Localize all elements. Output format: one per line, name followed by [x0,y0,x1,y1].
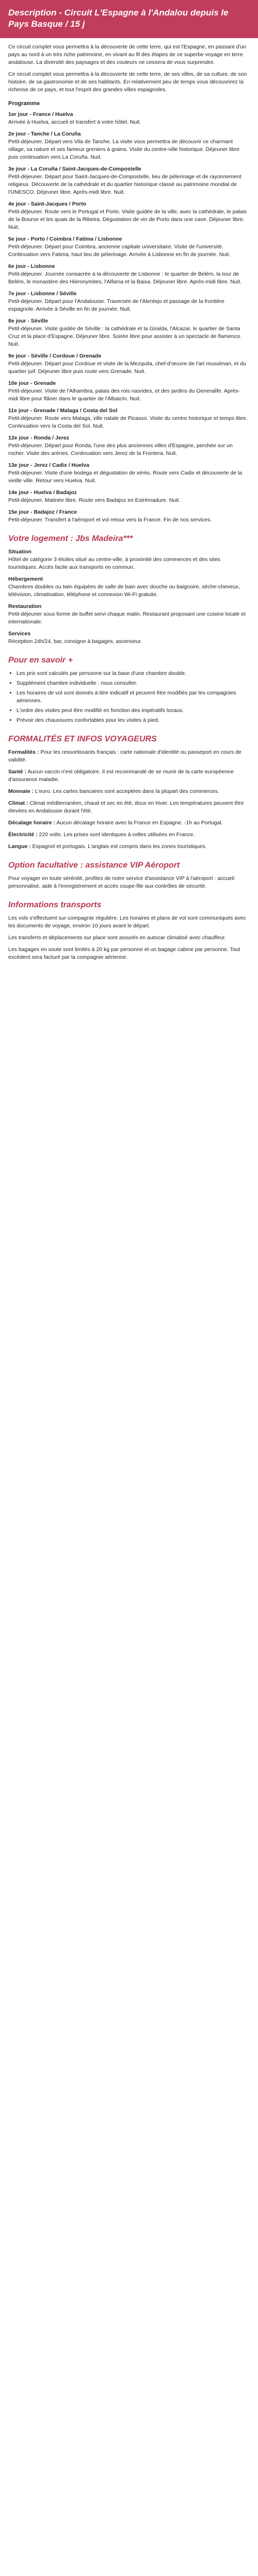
list-item: • Les prix sont calculés par personne sur la base d'une chambre double. [17,670,250,677]
day-text: Petit-déjeuner. Journée consacrée à la découverte de Lisbonne : le quartier de Belém, la tour de Belém, le monastère des Hiéronymites, l'Alfama et la Baixa. Déjeuner libre. Après-midi libre. Nuit. [8,271,241,285]
day-text: Petit-déjeuner. Route vers Malaga, ville natale de Picasso. Visite du centre historique et temps libre. Continuation vers la Costa del Sol. Nuit. [8,415,248,429]
day-title: 11e jour - Grenade / Malaga / Costa del Sol [8,408,118,414]
day-text: Petit-déjeuner. Départ pour l'Andalousie. Traversée de l'Alentejo et passage de la frontière espagnole. Arrivée à Séville en fin de journée. Nuit. [8,298,225,312]
formality-text: Espagnol et portugais. L'anglais est compris dans les zones touristiques. [32,843,207,850]
day-title: 8e jour - Séville [8,318,49,324]
day-title: 10e jour - Grenade [8,380,56,386]
hotel-subtitle: Restauration [8,603,42,609]
formality-item [8,749,250,764]
option-text: Pour voyager en toute sérénité, profitez de notre service d'assistance VIP à l'aéroport : accueil personnalisé, aide à l'enregistrement et accès coupe-file aux contrôles de sécurité. [8,875,235,889]
hotel-text: Réception 24h/24, bar, consigne à bagages, ascenseur. [8,638,142,645]
list-item: • Prévoir des chaussures confortables pour les visites à pied. [17,717,250,724]
formality-item [8,788,250,795]
formality-label: Langue : [8,843,31,850]
day-text: Petit-déjeuner. Matinée libre. Route vers Badajoz en Estrémadure. Nuit. [8,497,181,503]
formality-label: Électricité : [8,832,38,838]
formality-item [8,768,250,784]
day-text: Petit-déjeuner. Départ pour Cordoue et visite de la Mezquita, chef-d'œuvre de l'art musulman, et du quartier juif. Déjeuner libre puis route vers Grenade. Nuit. [8,361,246,375]
formality-text: Climat méditerranéen, chaud et sec en été, doux en hiver. Les températures peuvent être élevées en Andalousie durant l'été. [8,800,244,814]
day-title: 12e jour - Ronda / Jerez [8,435,69,441]
formalities-heading: FORMALITÉS ET INFOS VOYAGEURS [8,735,157,743]
formality-item [8,831,250,839]
day-block [8,509,250,524]
day-text: Petit-déjeuner. Départ pour Coimbra, ancienne capitale universitaire. Visite de l'université. Continuation vers Fatima, haut lieu de pèlerinage. Arrivée à Lisbonne en fin de journée. Nuit. [8,244,231,258]
hotel-section [8,548,250,646]
day-block [8,235,250,259]
day-text: Arrivée à Huelva, accueil et transfert à votre hôtel. Nuit. [8,119,141,125]
formality-label: Décalage horaire : [8,820,56,826]
formality-text: Aucun décalage horaire avec la France en Espagne. -1h au Portugal. [56,820,223,826]
formality-label: Formalités : [8,749,39,755]
formality-label: Santé : [8,769,27,775]
formality-text: Pour les ressortissants français : carte nationale d'identité ou passeport en cours de validité. [8,749,241,763]
hotel-subtitle: Hébergement [8,576,43,582]
day-text: Petit-déjeuner. Départ vers Vila de Tanche. La visite vous permettra de découvrir ce charmant village, sa nature et ses fameux greniers à grains. Visite du centre-ville historique. Déjeuner libre puis continuation vers La Coruña. Nuit. [8,139,240,160]
list-item: • L'ordre des visites peut être modifié en fonction des impératifs locaux. [17,707,250,715]
day-block [8,434,250,457]
day-text: Petit-déjeuner. Visite de l'Alhambra, palais des rois nasrides, et des jardins du Generalife. Après-midi libre pour flâner dans le quartier de l'Albaicín. Nuit. [8,388,240,402]
day-block [8,290,250,313]
hero-banner [0,0,258,38]
day-title: 14e jour - Huelva / Badajoz [8,489,77,496]
hotel-text: Petit-déjeuner sous forme de buffet servi chaque matin. Restaurant proposant une cuisine locale et internationale. [8,611,246,625]
day-text: Petit-déjeuner. Départ pour Saint-Jacques-de-Compostelle, lieu de pèlerinage et de rayonnement religieux. Découverte de la cathédrale et du quartier historique classé au patrimoine mondial de l'UNESCO. Déjeuner libre. Après-midi libre. Nuit. [8,174,241,195]
transport-paragraph: Les transferts et déplacements sur place sont assurés en autocar climatisé avec chauffeur. [8,935,226,941]
day-block [8,130,250,161]
day-text: Petit-déjeuner. Départ pour Ronda, l'une des plus anciennes villes d'Espagne, perchée sur un rocher. Visite des arènes. Continuation vers Jerez de la Frontera. Nuit. [8,443,233,456]
day-title: 9e jour - Séville / Cordoue / Grenade [8,353,102,359]
day-title: 4e jour - Saint-Jacques / Porto [8,201,87,207]
program-heading: Programme [8,100,40,107]
day-text: Petit-déjeuner. Visite d'une bodega et dégustation de xérès. Route vers Cadix et découverte de la vieille ville. Retour vers Huelva. Nuit. [8,470,243,484]
transport-paragraph: Les vols s'effectuent sur compagnie régulière. Les horaires et plans de vol sont communiqués avec les documents de voyage, environ 10 jours avant le départ. [8,915,246,929]
day-block [8,165,250,196]
hotel-block [8,630,250,646]
list-item: • Supplément chambre individuelle : nous consulter. [17,680,250,687]
hotel-subtitle: Services [8,631,31,637]
more-info-list [8,670,250,724]
day-text: Petit-déjeuner. Visite guidée de Séville : la cathédrale et la Giralda, l'Alcazar, le quartier de Santa Cruz et la place d'Espagne. Déjeuner libre. Soirée libre pour assister à un spectacle de flamenco. Nuit. [8,326,242,347]
hotel-heading: Votre logement : Jbs Madeira*** [8,534,133,543]
formality-text: 220 volts. Les prises sont identiques à celles utilisées en France. [39,832,195,838]
day-title: 1er jour - France / Huelva [8,111,73,117]
day-block [8,407,250,430]
hotel-block [8,603,250,626]
hotel-text: Hôtel de catégorie 3 étoiles situé au centre-ville, à proximité des commerces et des sites touristiques. Accès facile aux transports en commun. [8,556,220,570]
hotel-block [8,575,250,599]
transport-paragraph: Les bagages en soute sont limités à 20 kg par personne et un bagage cabine par personne. Tout excédent sera facturé par la compagnie aérienne. [8,946,240,960]
hotel-block [8,548,250,571]
formalities-section [8,749,250,851]
day-title: 3e jour - La Coruña / Saint-Jacques-de-Compostelle [8,166,141,172]
hotel-text: Chambres doubles ou twin équipées de salle de bain avec douche ou baignoire, sèche-cheveux, télévision, climatisation, téléphone et connexion Wi-Fi gratuite. [8,584,240,598]
intro-paragraph-1: Ce circuit complet vous permettra à la découverte de cette terre, qui est l'Espagne, en passant d'un pays au nord à un très riche patrimoine, en vivant au fil des étapes de ce superbe voyage en terre andalouse. La diversité des paysages et des couleurs ne cessera de vous surprendre. [8,44,247,65]
formality-label: Monnaie : [8,788,34,794]
transport-heading: Informations transports [8,901,102,909]
itinerary [8,111,250,524]
day-block [8,200,250,231]
more-info-heading: Pour en savoir + [8,656,73,665]
day-title: 13e jour - Jerez / Cadix / Huelva [8,462,89,468]
day-text: Petit-déjeuner. Transfert à l'aéroport et vol retour vers la France. Fin de nos services. [8,517,212,523]
day-title: 7e jour - Lisbonne / Séville [8,291,77,297]
formality-text: L'euro. Les cartes bancaires sont acceptées dans la plupart des commerces. [35,788,219,794]
option-heading: Option facultative : assistance VIP Aéroport [8,861,180,870]
formality-item [8,843,250,851]
day-title: 2e jour - Tanche / La Coruña [8,131,81,137]
formality-label: Climat : [8,800,28,806]
hotel-subtitle: Situation [8,549,31,555]
intro-paragraph-2: Ce circuit complet vous permettra à la découverte de cette terre, de ses villes, de sa culture, de son histoire, de sa gastronomie et de ses habitants. En relativement peu de temps vous découvrirez la richesse de ce pays, et tout l'esprit des grandes villes espagnoles. [8,71,247,93]
day-block [8,111,250,126]
day-title: 15e jour - Badajoz / France [8,509,77,515]
day-title: 6e jour - Lisbonne [8,263,55,269]
list-item: • Les horaires de vol sont donnés à titre indicatif et peuvent être modifiés par les compagnies aériennes. [17,689,250,705]
day-title: 5e jour - Porto / Coimbra / Fatima / Lisbonne [8,236,122,242]
day-block [8,263,250,286]
day-block [8,352,250,376]
day-block [8,317,250,348]
main-content [0,38,258,961]
day-block [8,489,250,504]
formality-text: Aucun vaccin n'est obligatoire. Il est recommandé de se munir de la carte européenne d'assurance maladie. [8,769,234,783]
day-block [8,462,250,485]
formality-item [8,800,250,815]
page-title: Description - Circuit L'Espagne à l'Andalou depuis le Pays Basque / 15 j [8,8,229,29]
day-text: Petit-déjeuner. Route vers le Portugal et Porto. Visite guidée de la ville, avec la cathédrale, le palais de la Bourse et les quais de la Ribeira. Dégustation de vin de Porto dans une cave. Déjeuner libre. Nuit. [8,209,247,230]
day-block [8,380,250,403]
formality-item [8,819,250,827]
